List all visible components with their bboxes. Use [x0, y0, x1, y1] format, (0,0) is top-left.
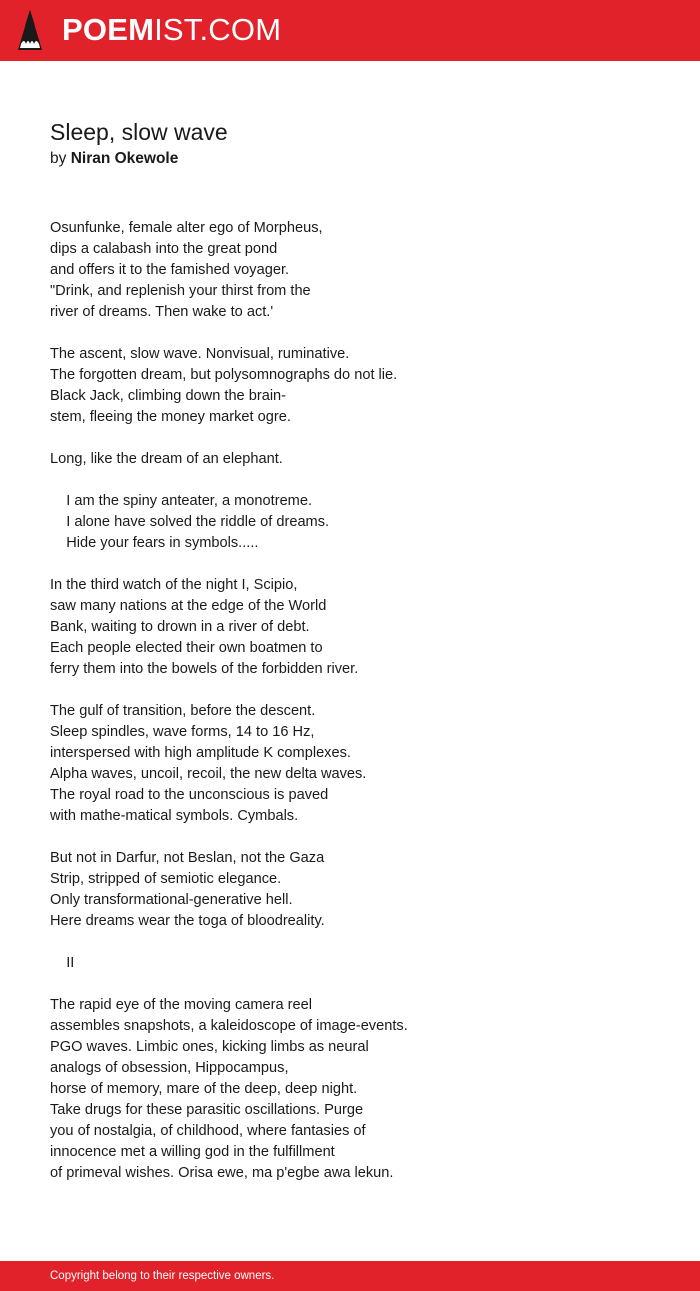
- copyright-text: Copyright belong to their respective owners.: [50, 1270, 275, 1282]
- stanza-break: [50, 680, 670, 701]
- stanza-break: [50, 323, 670, 344]
- poem-line: But not in Darfur, not Beslan, not the Gaza: [50, 850, 325, 866]
- poem-body: [50, 218, 670, 1184]
- stanza-break: [50, 554, 670, 575]
- poem-line: ferry them into the bowels of the forbidden river.: [50, 661, 359, 677]
- poem-line: of primeval wishes. Orisa ewe, ma p'egbe awa lekun.: [50, 1165, 394, 1181]
- stanza-break: [50, 932, 670, 953]
- poem-line: PGO waves. Limbic ones, kicking limbs as neural: [50, 1039, 369, 1055]
- poem-line: Black Jack, climbing down the brain-: [50, 388, 287, 404]
- poem-line: and offers it to the famished voyager.: [50, 262, 290, 278]
- poem-line: horse of memory, mare of the deep, deep night.: [50, 1081, 358, 1097]
- poem-line: Bank, waiting to drown in a river of debt.: [50, 619, 310, 635]
- poem-line: with mathe-matical symbols. Cymbals.: [50, 808, 299, 824]
- site-logo[interactable]: [62, 12, 281, 48]
- poem-line: river of dreams. Then wake to act.': [50, 304, 274, 320]
- poem-line: Here dreams wear the toga of bloodreality.: [50, 913, 325, 929]
- poem-line: Alpha waves, uncoil, recoil, the new delta waves.: [50, 766, 367, 782]
- author-name: Niran Okewole: [70, 150, 179, 167]
- poem-line: I alone have solved the riddle of dreams.: [50, 514, 330, 530]
- poem-line: assembles snapshots, a kaleidoscope of image-events.: [50, 1018, 408, 1034]
- poem-line: The forgotten dream, but polysomnographs do not lie.: [50, 367, 398, 383]
- poem-line: II: [50, 955, 75, 971]
- poem-line: Each people elected their own boatmen to: [50, 640, 323, 656]
- byline: [50, 149, 178, 169]
- poem-line: innocence met a willing god in the fulfillment: [50, 1144, 335, 1160]
- poem-line: analogs of obsession, Hippocampus,: [50, 1060, 289, 1076]
- poem-line: Only transformational-generative hell.: [50, 892, 293, 908]
- poem-line: The gulf of transition, before the descent.: [50, 703, 316, 719]
- stanza-break: [50, 470, 670, 491]
- poem-line: Long, like the dream of an elephant.: [50, 451, 283, 467]
- poem-line: I am the spiny anteater, a monotreme.: [50, 493, 313, 509]
- poem-line: Hide your fears in symbols.....: [50, 535, 259, 551]
- poem-line: Take drugs for these parasitic oscillations. Purge: [50, 1102, 364, 1118]
- stanza-break: [50, 428, 670, 449]
- poem-line: interspersed with high amplitude K complexes.: [50, 745, 351, 761]
- stanza-break: [50, 827, 670, 848]
- pencil-tip-icon[interactable]: [18, 10, 42, 52]
- poem-line: The rapid eye of the moving camera reel: [50, 997, 313, 1013]
- brand-regular: IST.COM: [154, 12, 282, 47]
- by-label: by: [50, 150, 67, 167]
- site-footer: [0, 1261, 700, 1291]
- poem-line: The royal road to the unconscious is paved: [50, 787, 329, 803]
- poem-line: Sleep spindles, wave forms, 14 to 16 Hz,: [50, 724, 315, 740]
- poem-line: "Drink, and replenish your thirst from the: [50, 283, 311, 299]
- poem-line: The ascent, slow wave. Nonvisual, ruminative.: [50, 346, 350, 362]
- brand-bold: POEM: [62, 12, 155, 47]
- poem-title: Sleep, slow wave: [50, 119, 228, 145]
- site-header: [0, 0, 700, 61]
- poem-line: Osunfunke, female alter ego of Morpheus,: [50, 220, 323, 236]
- stanza-break: [50, 974, 670, 995]
- poem-line: saw many nations at the edge of the World: [50, 598, 327, 614]
- poem-line: dips a calabash into the great pond: [50, 241, 278, 257]
- poem-line: Strip, stripped of semiotic elegance.: [50, 871, 282, 887]
- poem-line: you of nostalgia, of childhood, where fantasies of: [50, 1123, 366, 1139]
- poem-line: In the third watch of the night I, Scipio,: [50, 577, 298, 593]
- poem-line: stem, fleeing the money market ogre.: [50, 409, 291, 425]
